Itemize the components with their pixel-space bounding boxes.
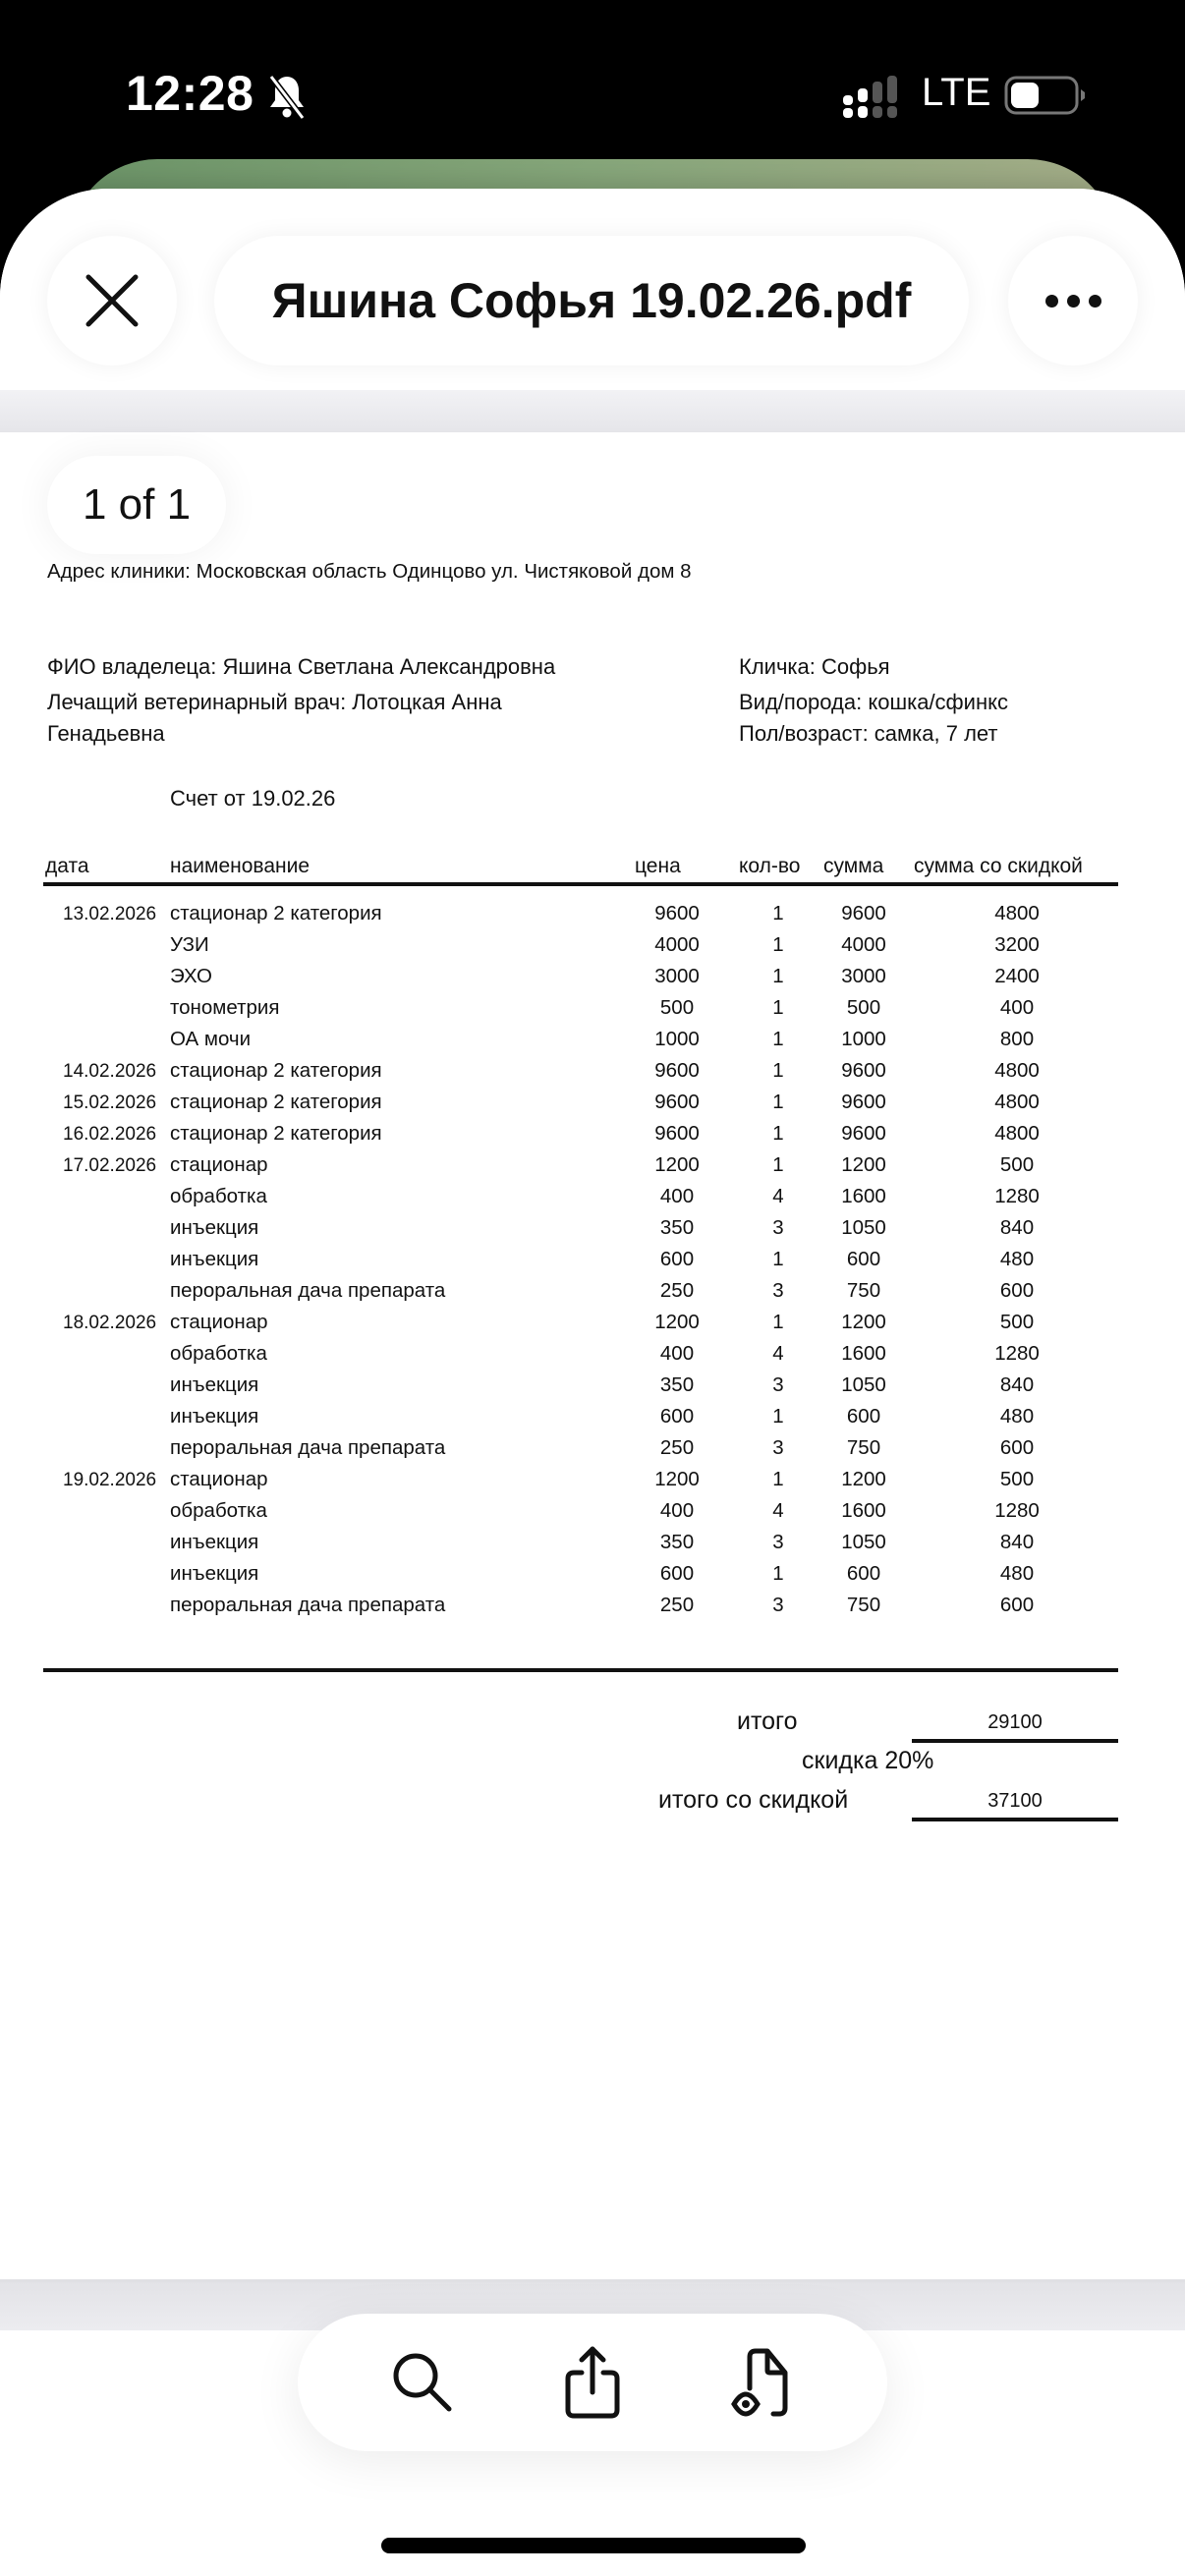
col-header-sum: сумма	[823, 855, 884, 877]
cell-price: 400	[659, 1342, 695, 1365]
cell-qty: 3	[772, 1373, 784, 1396]
discount-label: скидка 20%	[802, 1747, 934, 1774]
cell-price: 1200	[654, 1153, 700, 1176]
cell-name: пероральная дача препарата	[170, 1436, 446, 1459]
cell-date: 17.02.2026	[63, 1155, 157, 1176]
bell-slash-icon	[265, 73, 309, 120]
cell-sum: 4000	[841, 933, 886, 956]
cell-sum-discount: 1280	[994, 1342, 1040, 1365]
cell-price: 600	[659, 1248, 695, 1270]
cell-name: инъекция	[170, 1248, 259, 1270]
cell-qty: 1	[772, 1059, 784, 1082]
cell-date: 19.02.2026	[63, 1470, 157, 1490]
cell-name: стационар	[170, 1311, 268, 1333]
status-time: 12:28	[126, 66, 254, 121]
cell-qty: 1	[772, 1153, 784, 1176]
cell-price: 350	[659, 1531, 695, 1553]
cell-name: обработка	[170, 1499, 267, 1522]
more-button[interactable]	[1008, 236, 1138, 365]
cell-qty: 1	[772, 1468, 784, 1490]
cell-sum: 1050	[841, 1216, 886, 1239]
cell-price: 250	[659, 1594, 695, 1616]
cell-sum-discount: 600	[999, 1594, 1035, 1616]
cell-qty: 1	[772, 1405, 784, 1428]
cell-sum-discount: 600	[999, 1436, 1035, 1459]
cell-name: стационар 2 категория	[170, 1122, 382, 1145]
col-header-sum-discount: сумма со скидкой	[914, 855, 1083, 877]
clinic-address: Адрес клиники: Московская область Одинцово ул. Чистяковой дом 8	[47, 560, 692, 583]
cell-qty: 3	[772, 1279, 784, 1302]
pet-species: Вид/порода: кошка/сфинкс	[739, 690, 1008, 714]
cell-qty: 1	[772, 1562, 784, 1585]
signal-icon	[843, 76, 902, 119]
col-header-price: цена	[635, 855, 681, 877]
cell-sum: 600	[846, 1405, 881, 1428]
cell-sum-discount: 600	[999, 1279, 1035, 1302]
share-icon	[558, 2343, 627, 2422]
cell-sum-discount: 500	[999, 1153, 1035, 1176]
table-footer-rule	[43, 1668, 1118, 1672]
cell-name: стационар 2 категория	[170, 1091, 382, 1113]
search-button[interactable]	[378, 2338, 467, 2427]
page-counter: 1 of 1	[47, 456, 226, 554]
share-button[interactable]	[548, 2338, 637, 2427]
total-discount-value: 37100	[988, 1790, 1043, 1812]
cell-qty: 1	[772, 1248, 784, 1270]
cell-price: 350	[659, 1216, 695, 1239]
doctor-name-line2: Генадьевна	[47, 721, 165, 746]
owner-name: ФИО владелеца: Яшина Светлана Александровна	[47, 654, 556, 679]
cell-sum-discount: 500	[999, 1311, 1035, 1333]
cell-price: 600	[659, 1405, 695, 1428]
total-discount-label: итого со скидкой	[658, 1786, 849, 1814]
close-icon	[85, 273, 140, 328]
cell-sum-discount: 500	[999, 1468, 1035, 1490]
cell-name: обработка	[170, 1185, 267, 1207]
cell-qty: 3	[772, 1216, 784, 1239]
cell-sum: 1600	[841, 1342, 886, 1365]
cell-qty: 3	[772, 1531, 784, 1553]
doctor-name-line1: Лечащий ветеринарный врач: Лотоцкая Анна	[47, 690, 502, 714]
cell-sum-discount: 2400	[994, 965, 1040, 987]
home-indicator[interactable]	[381, 2538, 806, 2553]
total-underline	[912, 1739, 1118, 1743]
cell-price: 1000	[654, 1028, 700, 1050]
cell-price: 1200	[654, 1468, 700, 1490]
cell-price: 400	[659, 1499, 695, 1522]
cell-sum: 750	[846, 1436, 881, 1459]
cell-sum: 1000	[841, 1028, 886, 1050]
cell-name: инъекция	[170, 1373, 259, 1396]
cell-name: УЗИ	[170, 933, 209, 956]
cell-price: 1200	[654, 1311, 700, 1333]
cell-name: ЭХО	[170, 965, 212, 987]
cell-sum-discount: 400	[999, 996, 1035, 1019]
network-type: LTE	[922, 71, 991, 114]
cell-sum: 500	[846, 996, 881, 1019]
cell-price: 3000	[654, 965, 700, 987]
cell-date: 18.02.2026	[63, 1313, 157, 1333]
cell-price: 500	[659, 996, 695, 1019]
cell-sum-discount: 1280	[994, 1499, 1040, 1522]
cell-sum: 1200	[841, 1468, 886, 1490]
cell-qty: 1	[772, 1028, 784, 1050]
cell-sum-discount: 480	[999, 1405, 1035, 1428]
cell-name: инъекция	[170, 1405, 259, 1428]
cell-qty: 1	[772, 902, 784, 924]
cell-name: пероральная дача препарата	[170, 1594, 446, 1616]
cell-name: тонометрия	[170, 996, 280, 1019]
cell-name: стационар	[170, 1153, 268, 1176]
cell-sum: 1200	[841, 1311, 886, 1333]
cell-qty: 3	[772, 1594, 784, 1616]
cell-date: 15.02.2026	[63, 1092, 157, 1113]
total-value: 29100	[988, 1711, 1043, 1733]
cell-name: стационар 2 категория	[170, 902, 382, 924]
document-title: Яшина Софья 19.02.26.pdf	[271, 273, 912, 328]
cell-sum-discount: 4800	[994, 1091, 1040, 1113]
cell-qty: 1	[772, 965, 784, 987]
cell-price: 600	[659, 1562, 695, 1585]
cell-sum: 1600	[841, 1499, 886, 1522]
cell-sum-discount: 480	[999, 1248, 1035, 1270]
close-button[interactable]	[47, 236, 177, 365]
cell-name: обработка	[170, 1342, 267, 1365]
status-bar	[0, 0, 1185, 157]
cell-sum-discount: 1280	[994, 1185, 1040, 1207]
cell-price: 9600	[654, 1059, 700, 1082]
cell-sum: 9600	[841, 1059, 886, 1082]
cell-price: 9600	[654, 1122, 700, 1145]
search-icon	[388, 2348, 457, 2417]
total-label: итого	[737, 1708, 798, 1735]
cell-qty: 4	[772, 1499, 784, 1522]
cell-qty: 1	[772, 996, 784, 1019]
cell-sum-discount: 4800	[994, 1059, 1040, 1082]
cell-name: инъекция	[170, 1531, 259, 1553]
pet-name: Кличка: Софья	[739, 654, 890, 679]
cell-qty: 1	[772, 933, 784, 956]
pdf-viewer-sheet	[0, 189, 1185, 2576]
cell-sum-discount: 800	[999, 1028, 1035, 1050]
cell-sum-discount: 840	[999, 1373, 1035, 1396]
col-header-name: наименование	[170, 855, 310, 877]
cell-sum: 600	[846, 1562, 881, 1585]
pet-sex-age: Пол/возраст: самка, 7 лет	[739, 721, 998, 746]
bottom-toolbar	[298, 2314, 887, 2451]
cell-date: 16.02.2026	[63, 1124, 157, 1145]
more-icon	[1045, 295, 1101, 308]
cell-name: стационар	[170, 1468, 268, 1490]
cell-name: ОА мочи	[170, 1028, 252, 1050]
cell-sum: 750	[846, 1279, 881, 1302]
cell-price: 250	[659, 1279, 695, 1302]
cell-price: 350	[659, 1373, 695, 1396]
cell-sum-discount: 4800	[994, 902, 1040, 924]
cell-sum-discount: 480	[999, 1562, 1035, 1585]
document-title-pill[interactable]	[214, 236, 969, 365]
cell-date: 14.02.2026	[63, 1061, 157, 1082]
cell-name: инъекция	[170, 1562, 259, 1585]
cell-sum: 1200	[841, 1153, 886, 1176]
cell-sum: 9600	[841, 1122, 886, 1145]
cell-sum: 9600	[841, 1091, 886, 1113]
cell-sum: 750	[846, 1594, 881, 1616]
cell-name: инъекция	[170, 1216, 259, 1239]
document-preview-icon	[728, 2343, 797, 2422]
cell-date: 13.02.2026	[63, 904, 157, 924]
cell-sum-discount: 840	[999, 1531, 1035, 1553]
markup-button[interactable]	[718, 2338, 807, 2427]
cell-sum: 600	[846, 1248, 881, 1270]
cell-qty: 1	[772, 1311, 784, 1333]
table-header-rule	[43, 882, 1118, 886]
cell-name: стационар 2 категория	[170, 1059, 382, 1082]
cell-qty: 3	[772, 1436, 784, 1459]
cell-qty: 1	[772, 1091, 784, 1113]
invoice-title: Счет от 19.02.26	[170, 786, 336, 811]
cell-sum-discount: 840	[999, 1216, 1035, 1239]
col-header-date: дата	[45, 855, 89, 877]
cell-qty: 4	[772, 1342, 784, 1365]
cell-sum: 1050	[841, 1373, 886, 1396]
col-header-qty: кол-во	[739, 855, 801, 877]
cell-price: 9600	[654, 902, 700, 924]
cell-sum: 9600	[841, 902, 886, 924]
cell-price: 9600	[654, 1091, 700, 1113]
cell-sum: 1600	[841, 1185, 886, 1207]
cell-price: 4000	[654, 933, 700, 956]
battery-icon	[1004, 76, 1087, 115]
cell-name: пероральная дача препарата	[170, 1279, 446, 1302]
pdf-page	[0, 432, 1185, 2476]
cell-sum: 3000	[841, 965, 886, 987]
cell-sum: 1050	[841, 1531, 886, 1553]
cell-sum-discount: 4800	[994, 1122, 1040, 1145]
cell-price: 250	[659, 1436, 695, 1459]
cell-qty: 4	[772, 1185, 784, 1207]
cell-qty: 1	[772, 1122, 784, 1145]
total-discount-underline	[912, 1818, 1118, 1821]
cell-sum-discount: 3200	[994, 933, 1040, 956]
viewer-header	[0, 189, 1185, 390]
cell-price: 400	[659, 1185, 695, 1207]
